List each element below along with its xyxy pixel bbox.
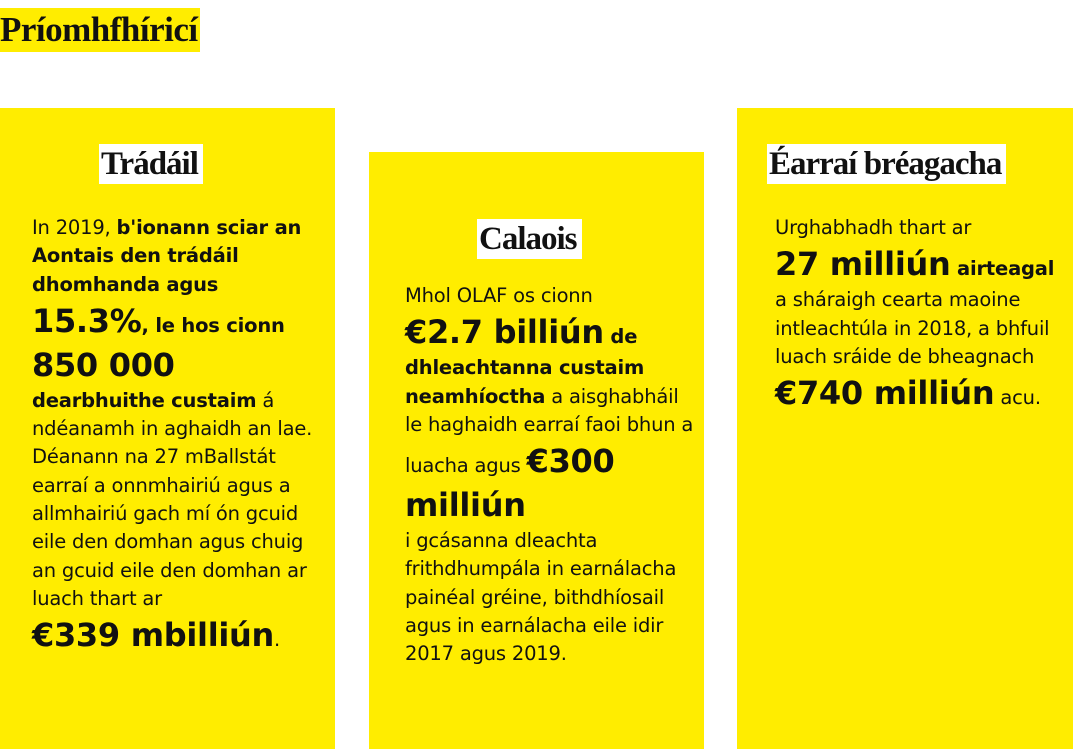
highlight-text: airteagal [950,257,1055,281]
highlight-text: dearbhuithe custaim [32,388,257,412]
stat-customs-duties: €2.7 billiún [405,313,604,352]
stat-street-value: €740 milliún [775,374,995,413]
text: a sháraigh cearta maoine intleachtúla in 2018, a bhfuil luach sráide de bheagnach [775,288,1050,368]
card-body [775,214,1067,415]
text: . [274,628,280,652]
stat-anti-dumping: €300 milliún [405,442,615,525]
card-title: Calaois [477,219,582,259]
stat-declarations: 850 000 [32,345,175,384]
text: acu. [994,386,1041,410]
highlight-text: b'ionann sciar an Aontais den trádáil dhomhanda agus [32,216,302,296]
text: a aisghabháil le haghaidh earraí faoi bhun a luacha agus [405,384,694,478]
card-tradail [0,108,335,749]
card-earrai-breagacha [737,108,1073,749]
text: á ndéanamh in aghaidh an lae. Déanann na 27 mBallstát earraí a onnmhairiú agus a allmhairiú gach mí ón gcuid eile den domhan agus chuig an gcuid eile den domhan ar luach thart ar [32,388,313,610]
stat-articles-seized: 27 milliún [775,245,951,284]
card-calaois [369,152,704,749]
text: i gcásanna dleachta frithdhumpála in earnálacha painéal gréine, bithdhíosail agus in earnálacha eile idir 2017 agus 2019. [405,529,677,666]
page-title: Príomhfhíricí [0,8,200,52]
card-body [32,214,322,657]
highlight-text: , le hos cionn [141,313,285,337]
card-title: Éarraí bréagacha [767,144,1006,184]
stat-trade-share: 15.3% [32,301,142,340]
text: In 2019, [32,216,117,239]
highlight-text: de dhleachtanna custaim neamhíoctha [405,325,645,408]
card-title: Trádáil [99,144,203,184]
stat-trade-value: €339 mbilliún [32,616,274,655]
text: Mhol OLAF os cionn [405,284,593,307]
text: Urghabhadh thart ar [775,216,972,239]
card-body [405,282,700,669]
